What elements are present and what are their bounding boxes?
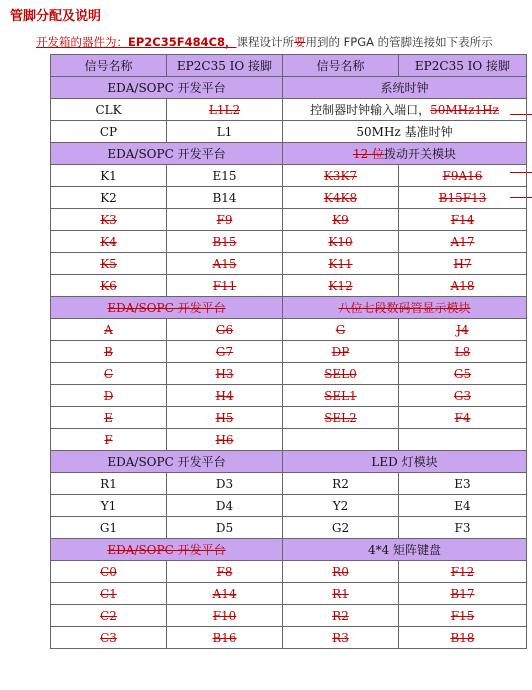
- signal-name: C1: [51, 583, 167, 605]
- pin-cell: G7: [167, 341, 283, 363]
- clock-desc-struck: 50MHz1Hz: [430, 103, 499, 117]
- section-left: EDA/SOPC 开发平台: [51, 297, 283, 319]
- pin-cell: [399, 429, 527, 451]
- pin-cell: A14: [167, 583, 283, 605]
- pin-cell: J4: [399, 319, 527, 341]
- signal-name: CLK: [51, 99, 167, 121]
- signal-name: R0: [283, 561, 399, 583]
- signal-name: CP: [51, 121, 167, 143]
- section-right-struck: 12 位: [352, 147, 385, 161]
- table-row: [51, 275, 527, 297]
- signal-name: K1: [51, 165, 167, 187]
- signal-name: K10: [283, 231, 399, 253]
- signal-name: G: [283, 319, 399, 341]
- section-row: [51, 451, 527, 473]
- signal-name: K3: [51, 209, 167, 231]
- section-row: [51, 297, 527, 319]
- pin-cell: A15: [167, 253, 283, 275]
- pin-cell: D5: [167, 517, 283, 539]
- pin-cell: H4: [167, 385, 283, 407]
- pin-cell: B14: [167, 187, 283, 209]
- section-row: [51, 143, 527, 165]
- table-row: [51, 605, 527, 627]
- pin-cell: B16: [167, 627, 283, 649]
- pin-cell: G5: [399, 363, 527, 385]
- signal-name: C2: [51, 605, 167, 627]
- signal-name: K4K8: [283, 187, 399, 209]
- clock-desc-text: 控制器时钟输入端口，: [310, 103, 431, 117]
- signal-name: K12: [283, 275, 399, 297]
- signal-name: DP: [283, 341, 399, 363]
- table-row: [51, 231, 527, 253]
- signal-name: SEL1: [283, 385, 399, 407]
- pin-cell: L1L2: [167, 99, 283, 121]
- table-row: [51, 495, 527, 517]
- pin-cell: D3: [167, 473, 283, 495]
- table-row: [51, 429, 527, 451]
- pin-cell: E4: [399, 495, 527, 517]
- section-right: 系统时钟: [283, 77, 527, 99]
- pin-cell: E15: [167, 165, 283, 187]
- signal-name: G1: [51, 517, 167, 539]
- pin-cell: B17: [399, 583, 527, 605]
- section-row: [51, 539, 527, 561]
- intro-struck: 要: [294, 35, 306, 49]
- signal-name: C0: [51, 561, 167, 583]
- pin-cell: H6: [167, 429, 283, 451]
- signal-name: K6: [51, 275, 167, 297]
- signal-name: K3K7: [283, 165, 399, 187]
- page-heading: 管脚分配及说明: [10, 9, 102, 24]
- signal-name: B: [51, 341, 167, 363]
- pin-cell: B15: [167, 231, 283, 253]
- signal-name: E: [51, 407, 167, 429]
- pin-cell: F15: [399, 605, 527, 627]
- device-model: EP2C35F484C8，: [128, 35, 237, 49]
- intro-prefix: 开发箱的器件为：: [36, 35, 128, 49]
- pin-cell: F10: [167, 605, 283, 627]
- signal-name: A: [51, 319, 167, 341]
- table-row: [51, 561, 527, 583]
- table-row: [51, 187, 527, 209]
- pin-cell: F12: [399, 561, 527, 583]
- pin-cell: H7: [399, 253, 527, 275]
- table-row: [51, 473, 527, 495]
- header-cell: 信号名称: [283, 55, 399, 77]
- clock-desc: [283, 99, 527, 121]
- header-cell: EP2C35 IO 接脚: [399, 55, 527, 77]
- intro-paragraph: [36, 34, 493, 50]
- table-row: [51, 319, 527, 341]
- section-right: LED 灯模块: [283, 451, 527, 473]
- table-row: [51, 627, 527, 649]
- pin-cell: H3: [167, 363, 283, 385]
- signal-name: R2: [283, 473, 399, 495]
- signal-name: C3: [51, 627, 167, 649]
- pin-cell: F9: [167, 209, 283, 231]
- pin-cell: F9A16: [399, 165, 527, 187]
- table-row: [51, 165, 527, 187]
- table-row: [51, 583, 527, 605]
- signal-name: K11: [283, 253, 399, 275]
- table-row: [51, 121, 527, 143]
- signal-name: K9: [283, 209, 399, 231]
- clock-desc: 50MHz 基准时钟: [283, 121, 527, 143]
- signal-name: SEL0: [283, 363, 399, 385]
- signal-name: F: [51, 429, 167, 451]
- pin-cell: F4: [399, 407, 527, 429]
- section-right: [283, 143, 527, 165]
- pin-cell: A17: [399, 231, 527, 253]
- pin-cell: F14: [399, 209, 527, 231]
- pin-cell: B15F13: [399, 187, 527, 209]
- table-row: [51, 209, 527, 231]
- table-row: [51, 385, 527, 407]
- table-row: [51, 253, 527, 275]
- table-row: [51, 99, 527, 121]
- section-right: 4*4 矩阵键盘: [283, 539, 527, 561]
- signal-name: Y1: [51, 495, 167, 517]
- section-left: EDA/SOPC 开发平台: [51, 451, 283, 473]
- pin-cell: H5: [167, 407, 283, 429]
- header-cell: EP2C35 IO 接脚: [167, 55, 283, 77]
- signal-name: SEL2: [283, 407, 399, 429]
- header-cell: 信号名称: [51, 55, 167, 77]
- pin-cell: G3: [399, 385, 527, 407]
- pin-cell: L1: [167, 121, 283, 143]
- signal-name: C: [51, 363, 167, 385]
- table-row: [51, 517, 527, 539]
- pin-cell: D4: [167, 495, 283, 517]
- pin-cell: L8: [399, 341, 527, 363]
- signal-name: G2: [283, 517, 399, 539]
- signal-name: [283, 429, 399, 451]
- pin-table: [50, 54, 527, 649]
- section-right-text: 拨动开关模块: [384, 147, 457, 161]
- signal-name: R1: [283, 583, 399, 605]
- signal-name: R1: [51, 473, 167, 495]
- table-header-row: [51, 55, 527, 77]
- signal-name: K2: [51, 187, 167, 209]
- table-row: [51, 341, 527, 363]
- pin-cell: E3: [399, 473, 527, 495]
- signal-name: Y2: [283, 495, 399, 517]
- section-left: EDA/SOPC 开发平台: [51, 539, 283, 561]
- intro-suffix: 用到的 FPGA 的管脚连接如下表所示: [305, 35, 493, 49]
- signal-name: R2: [283, 605, 399, 627]
- table-row: [51, 407, 527, 429]
- pin-cell: F3: [399, 517, 527, 539]
- section-left: EDA/SOPC 开发平台: [51, 143, 283, 165]
- pin-cell: F8: [167, 561, 283, 583]
- table-row: [51, 363, 527, 385]
- section-row: [51, 77, 527, 99]
- signal-name: R3: [283, 627, 399, 649]
- signal-name: K5: [51, 253, 167, 275]
- section-right: 八位七段数码管显示模块: [283, 297, 527, 319]
- signal-name: D: [51, 385, 167, 407]
- section-left: EDA/SOPC 开发平台: [51, 77, 283, 99]
- pin-cell: A18: [399, 275, 527, 297]
- pin-cell: F11: [167, 275, 283, 297]
- pin-cell: B18: [399, 627, 527, 649]
- pin-cell: G6: [167, 319, 283, 341]
- intro-mid: 课程设计所: [236, 35, 295, 49]
- signal-name: K4: [51, 231, 167, 253]
